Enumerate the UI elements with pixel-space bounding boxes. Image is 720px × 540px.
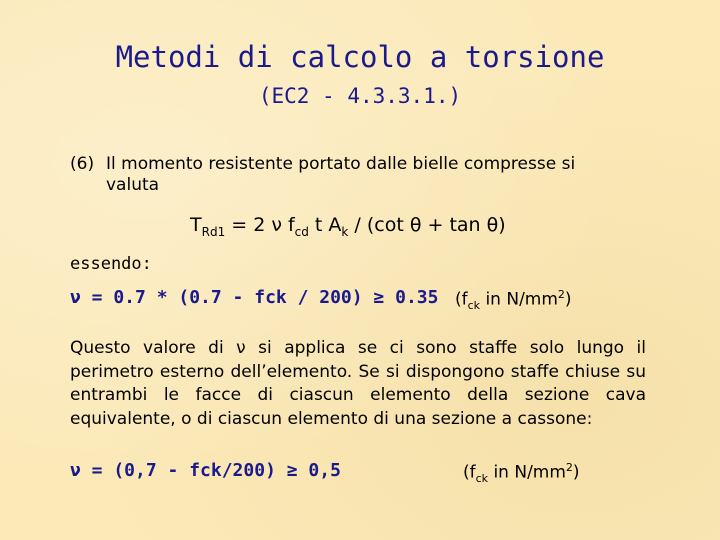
formula1-A-subscript: k xyxy=(341,224,349,239)
slide-subtitle: (EC2 - 4.3.3.1.) xyxy=(258,84,462,108)
unit-note-2 xyxy=(463,461,580,485)
essendo-label: essendo: xyxy=(70,254,152,274)
formula1-t: t A xyxy=(308,214,342,236)
unit-sub: ck xyxy=(467,299,481,313)
unit-mid: in N/mm xyxy=(488,462,566,483)
unit-note-1 xyxy=(455,288,572,312)
unit-sup: 2 xyxy=(557,288,565,301)
point-number: (6) xyxy=(70,154,95,174)
formula1-mid: = 2 ν f xyxy=(225,214,295,236)
unit-open: (f xyxy=(463,462,476,483)
point-6 xyxy=(70,154,650,196)
nu-formula-1: ν = 0.7 * (0.7 - fck / 200) ≥ 0.35 xyxy=(70,287,439,308)
formula1-rest: / (cot θ + tan θ) xyxy=(348,214,506,236)
explanation-paragraph: Questo valore di ν si applica se ci sono staffe solo lungo il perimetro esterno dell’elemento. Se si dispongono staffe chiuse su entrambi le facce di ciascun elemento della sezione cava equivalente, o di ciascun elemento di una sezione a cassone: xyxy=(70,338,646,429)
torsion-resistance-formula xyxy=(190,214,506,239)
point-text-line2: valuta xyxy=(106,175,160,195)
point-text-line1: Il momento resistente portato dalle bielle compresse si xyxy=(106,154,576,174)
formula1-T: T xyxy=(190,214,202,236)
unit-mid: in N/mm xyxy=(480,289,558,310)
unit-sub: ck xyxy=(475,472,489,486)
unit-open: (f xyxy=(455,289,468,310)
unit-sup: 2 xyxy=(565,461,573,474)
nu-formula-2: ν = (0,7 - fck/200) ≥ 0,5 xyxy=(70,460,341,481)
unit-close: ) xyxy=(564,289,572,310)
unit-close: ) xyxy=(572,462,580,483)
slide-title: Metodi di calcolo a torsione xyxy=(115,40,605,74)
formula1-T-subscript: Rd1 xyxy=(201,224,226,239)
formula1-f-subscript: cd xyxy=(294,224,309,239)
